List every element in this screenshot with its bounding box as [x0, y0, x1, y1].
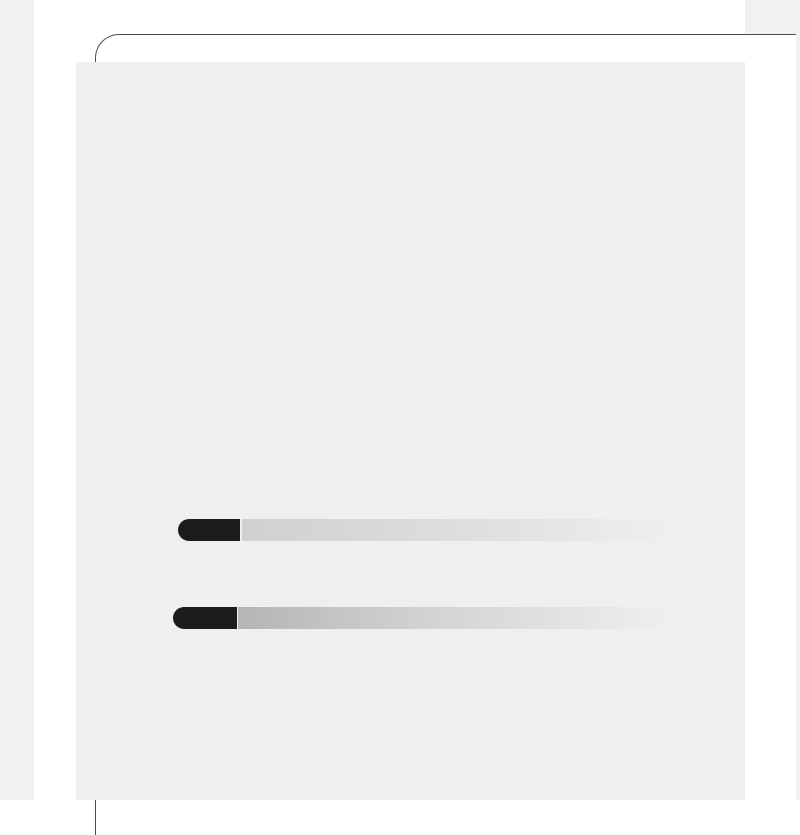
page-left-margin — [0, 0, 34, 800]
section-header-tkp — [178, 519, 670, 541]
section-header-daftar-pustaka — [173, 607, 670, 629]
section-badge — [173, 607, 237, 629]
page-content-area — [76, 62, 745, 800]
section-header-bar — [242, 519, 670, 541]
section-header-bar — [238, 607, 670, 629]
section-badge — [178, 519, 240, 541]
